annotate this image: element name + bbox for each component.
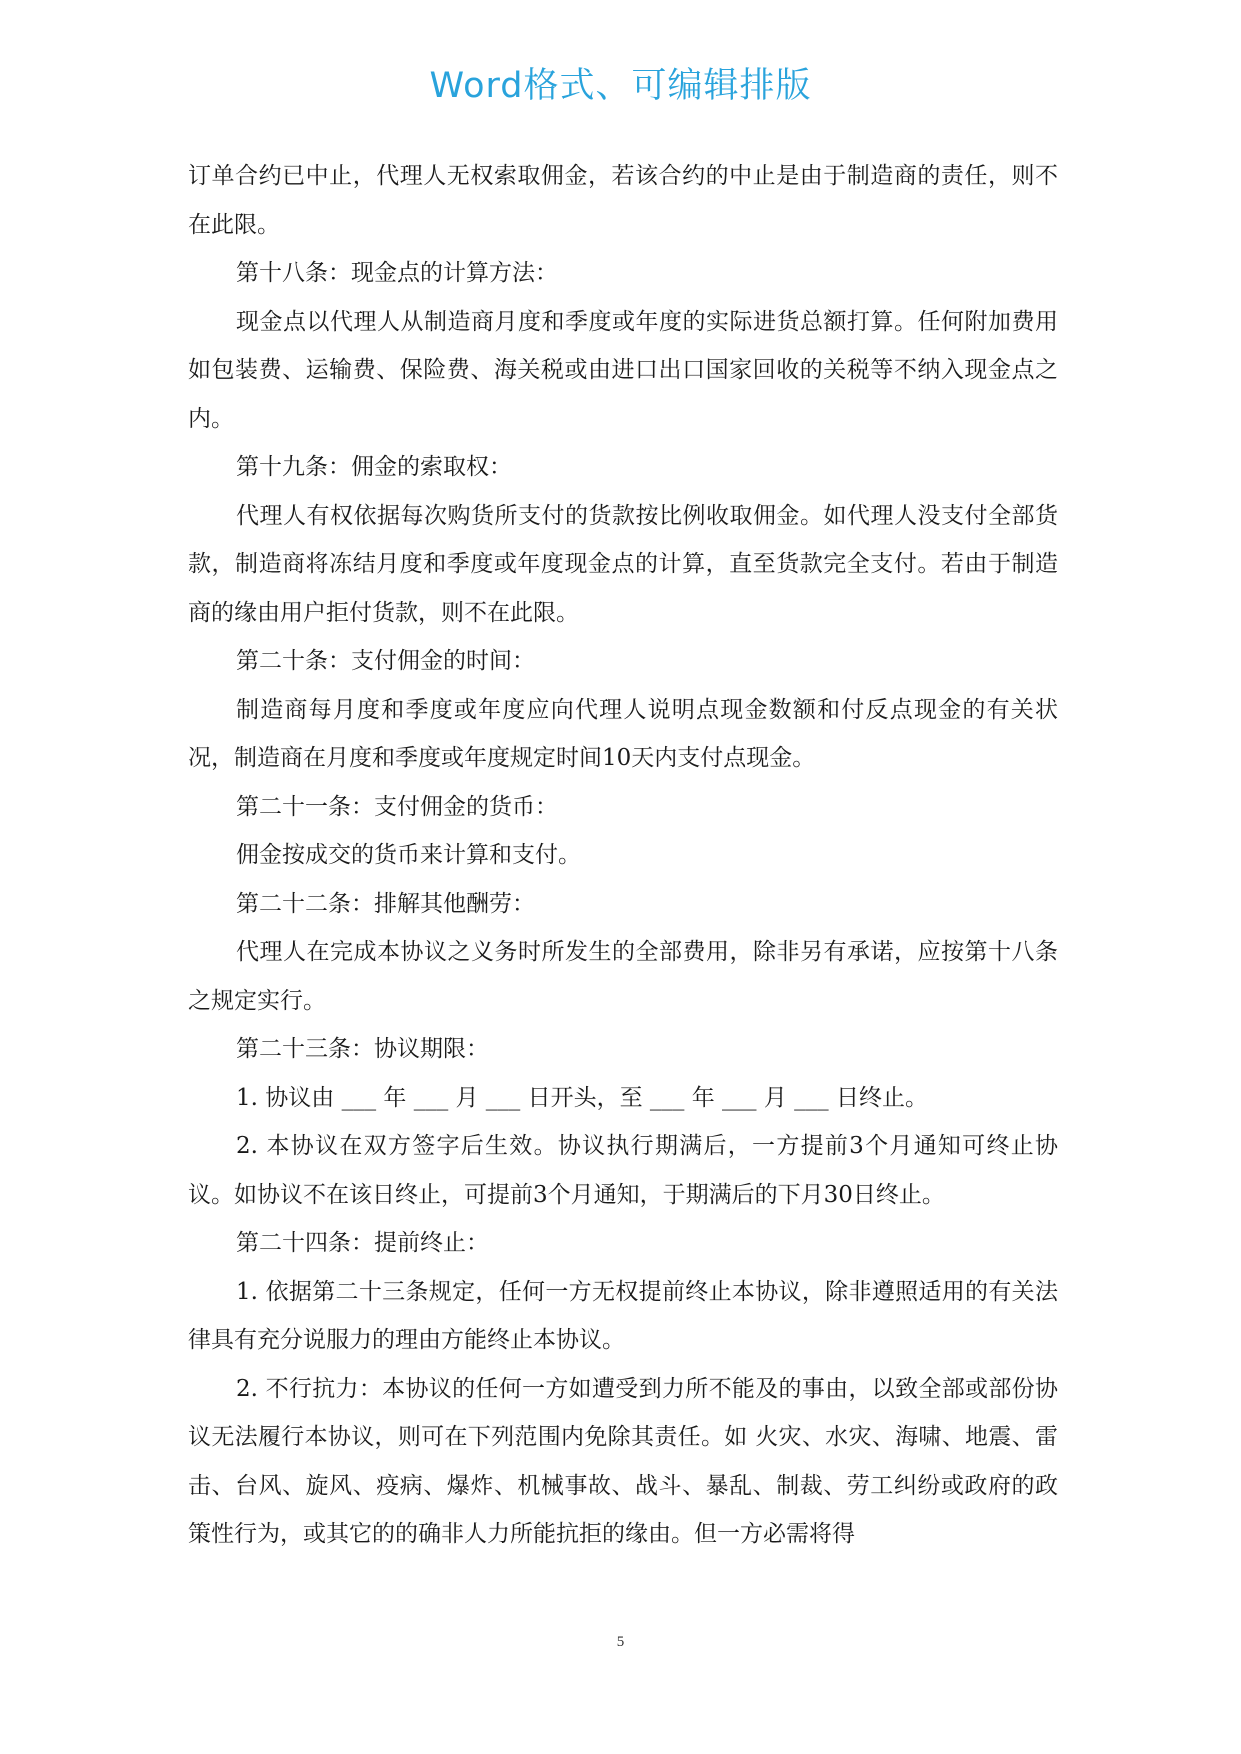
paragraph: 代理人在完成本协议之义务时所发生的全部费用，除非另有承诺，应按第十八条之规定实行。 bbox=[188, 939, 1058, 1014]
paragraph: 制造商每月度和季度或年度应向代理人说明点现金数额和付反点现金的有关状况，制造商在月度和季度或年度规定时间10天内支付点现金。 bbox=[188, 696, 1058, 771]
page-number: 5 bbox=[616, 1634, 625, 1650]
article-heading: 第二十二条：排解其他酬劳： bbox=[236, 890, 535, 917]
paragraph: 1. 协议由 ___ 年 ___ 月 ___ 日开头，至 ___ 年 ___ 月 ___ 日终止。 bbox=[236, 1084, 928, 1111]
paragraph: 订单合约已中止，代理人无权索取佣金，若该合约的中止是由于制造商的责任，则不在此限。 bbox=[188, 163, 1058, 238]
article-heading: 第十八条：现金点的计算方法： bbox=[236, 260, 558, 286]
document-body bbox=[188, 152, 1058, 1559]
page-header-title: Word格式、可编辑排版 bbox=[429, 66, 812, 106]
paragraph: 代理人有权依据每次购货所支付的货款按比例收取佣金。如代理人没支付全部货款，制造商将冻结月度和季度或年度现金点的计算，直至货款完全支付。若由于制造商的缘由用户拒付货款，则不在此限。 bbox=[188, 502, 1058, 626]
paragraph: 1. 依据第二十三条规定，任何一方无权提前终止本协议，除非遵照适用的有关法律具有充分说服力的理由方能终止本协议。 bbox=[188, 1278, 1058, 1353]
paragraph: 2. 本协议在双方签字后生效。协议执行期满后，一方提前3个月通知可终止协议。如协议不在该日终止，可提前3个月通知，于期满后的下月30日终止。 bbox=[188, 1133, 1058, 1208]
paragraph: 2. 不行抗力：本协议的任何一方如遭受到力所不能及的事由，以致全部或部份协议无法履行本协议，则可在下列范围内免除其责任。如 火灾、水灾、海啸、地震、雷击、台风、旋风、疫病、爆炸、机械事故、战斗、暴乱、制裁、劳工纠纷或政府的政策性行为，或其它的的确非人力所能抗拒的缘由。但一方必需将得 bbox=[188, 1375, 1058, 1547]
paragraph: 佣金按成交的货币来计算和支付。 bbox=[236, 842, 581, 868]
article-heading: 第十九条：佣金的索取权： bbox=[236, 454, 512, 480]
article-heading: 第二十条：支付佣金的时间： bbox=[236, 648, 535, 674]
article-heading: 第二十三条：协议期限： bbox=[236, 1036, 489, 1062]
paragraph: 现金点以代理人从制造商月度和季度或年度的实际进货总额打算。任何附加费用如包装费、运输费、保险费、海关税或由进口出口国家回收的关税等不纳入现金点之内。 bbox=[188, 308, 1058, 432]
article-heading: 第二十四条：提前终止： bbox=[236, 1230, 489, 1256]
article-heading: 第二十一条：支付佣金的货币： bbox=[236, 793, 558, 820]
